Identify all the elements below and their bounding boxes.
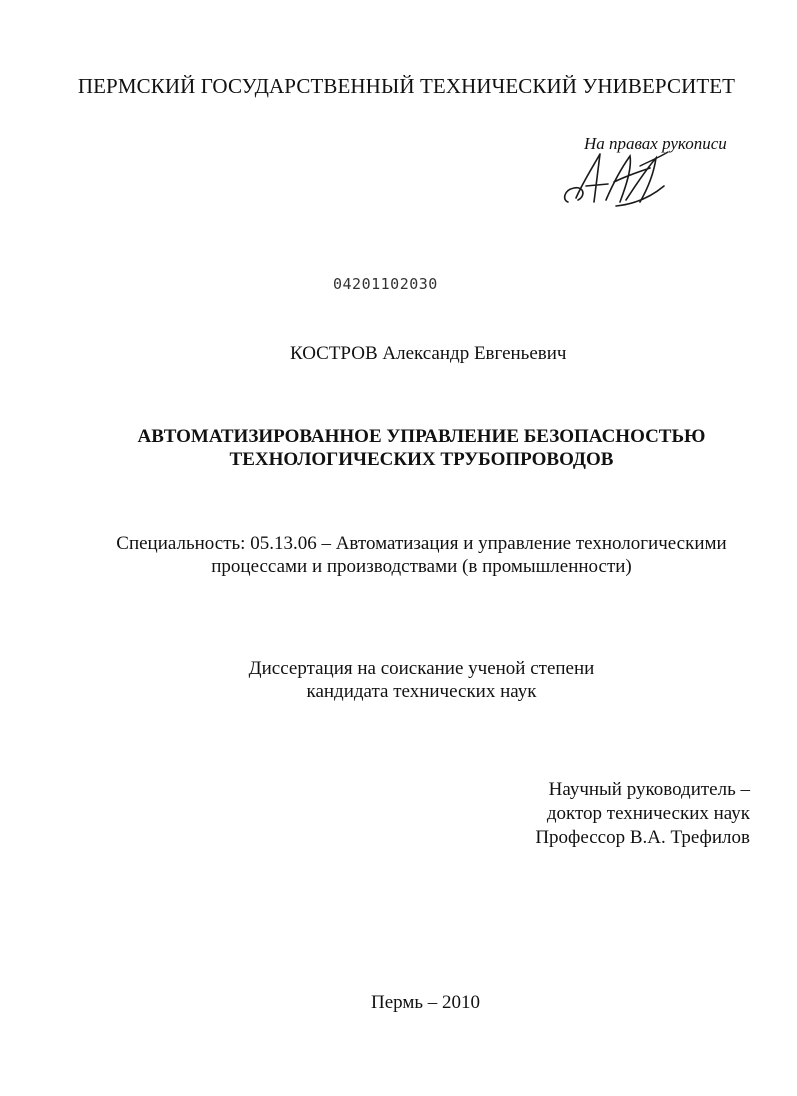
degree-block: [23, 657, 797, 703]
registry-number: 04201102030: [333, 275, 438, 293]
specialty-line-2: процессами и производствами (в промышленности): [211, 556, 632, 577]
degree-line-1: Диссертация на соискание ученой степени: [248, 658, 595, 679]
specialty-line-1: Специальность: 05.13.06 – Автоматизация и управление технологическими: [116, 533, 727, 554]
degree-line-2: кандидата технических наук: [306, 681, 537, 702]
supervisor-role: Научный руководитель –: [548, 779, 750, 800]
supervisor-degree: доктор технических наук: [546, 803, 750, 824]
author-name: КОСТРОВ Александр Евгеньевич: [290, 343, 567, 364]
university-name: ПЕРМСКИЙ ГОСУДАРСТВЕННЫЙ ТЕХНИЧЕСКИЙ УНИВЕРСИТЕТ: [77, 74, 736, 98]
supervisor-name: Профессор В.А. Трефилов: [535, 827, 750, 848]
title-line-1: АВТОМАТИЗИРОВАННОЕ УПРАВЛЕНИЕ БЕЗОПАСНОСТЬЮ: [137, 426, 706, 447]
manuscript-rights-note: На правах рукописи: [584, 134, 727, 153]
title-line-2: ТЕХНОЛОГИЧЕСКИХ ТРУБОПРОВОДОВ: [229, 449, 614, 470]
supervisor-block: [520, 778, 750, 850]
dissertation-title: [23, 425, 797, 471]
specialty-block: [23, 532, 797, 578]
handwritten-signature: [556, 146, 676, 208]
place-and-year: Пермь – 2010: [370, 992, 481, 1013]
